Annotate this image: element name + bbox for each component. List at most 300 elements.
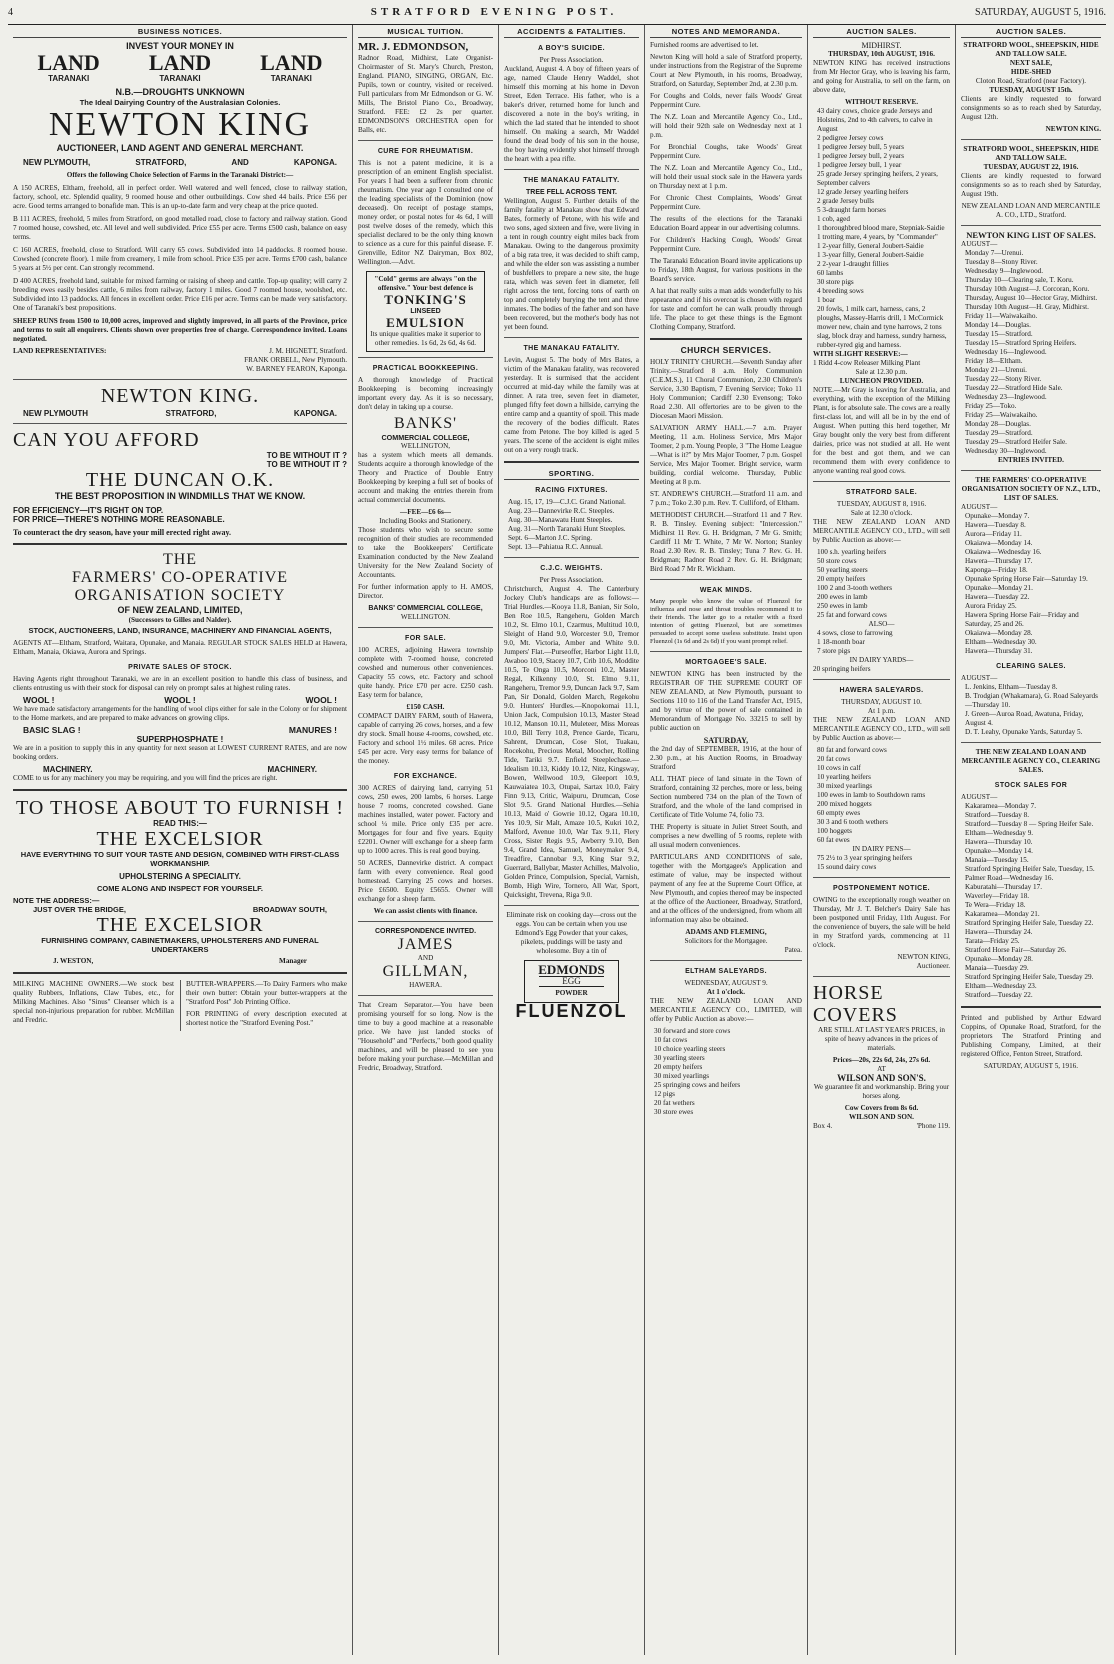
covers-title: COVERS — [813, 1004, 898, 1026]
gillman: GILLMAN, — [382, 963, 469, 980]
stock-item: 1 pedigree Jersey bull, 5 years — [817, 143, 905, 151]
edmondson-name: MR. J. EDMONDSON, — [358, 41, 469, 53]
sale-item: Opunake—Monday 14. — [965, 847, 1033, 855]
towns-row-2 — [23, 409, 337, 418]
wilson-title: WILSON AND SON'S. — [837, 1073, 926, 1083]
sale-item: Tarata—Friday 25. — [965, 937, 1020, 945]
over-bridge: JUST OVER THE BRIDGE, — [33, 905, 126, 914]
imprint-date: SATURDAY, AUGUST 5, 1916. — [983, 1062, 1079, 1070]
stock-item: 60 fat ewes — [817, 836, 850, 844]
edmondson-text: Radnor Road, Midhirst, Late Organist-Choirmaster of St. Mary's Church, Preston, England. PIANO, SINGING, ORGAN, Etc. Pupils, town or country, visited or received. Full particulars from Mr Edmondson or G. W. Mills, The Bristol Piano Co., Broadway, Stratford. FEE: £2 2s per quarter. EDMONDSON'S ORCHESTRA open for Balls, etc. — [358, 54, 493, 134]
clearing-heading: CLEARING SALES. — [996, 663, 1066, 670]
hawera-time: At 1 p.m. — [867, 707, 896, 715]
excelsior-title-2: THE EXCELSIOR — [96, 914, 264, 936]
sale-item: Manaia—Tuesday 29. — [965, 964, 1029, 972]
press-assoc: Per Press Association. — [539, 56, 604, 64]
stock-item: 1 pedigree Jersey bull, 2 years — [817, 152, 905, 160]
tonkings: TONKING'S — [384, 292, 467, 307]
sale-item: Hawera—Thursday 24. — [965, 928, 1033, 936]
sale-item: Friday 25—Waiwakaiho. — [965, 411, 1038, 419]
eltham-text: THE NEW ZEALAND LOAN AND MERCANTILE AGENCY CO., LIMITED, will offer by Public Auction as above:— — [650, 997, 802, 1023]
property: THE Property is situate in Juliet Street South, and comprises a new dwelling of 5 rooms, replete with all usual modern conveniences. — [650, 823, 802, 849]
stock-item: 60 empty ewes — [817, 809, 861, 817]
broadway-south: BROADWAY SOUTH, — [252, 905, 327, 914]
taranaki-row — [13, 74, 347, 83]
come-along: COME ALONG AND INSPECT FOR YOURSELF. — [97, 884, 263, 893]
droughts-line: N.B.—DROUGHTS UNKNOWN — [115, 87, 245, 97]
sheep-runs: SHEEP RUNS from 1500 to 10,000 acres, improved and slightly improved, in all parts of the Province, price and terms to suit all enquirers. Clients shown over properties free of charge. Correspondence invited. Loans negotiated. — [13, 317, 347, 343]
stock-item: 30 store pigs — [817, 278, 854, 286]
horse-title: HORSE — [813, 982, 884, 1004]
wool-sale-1: STRATFORD WOOL, SHEEPSKIN, HIDE AND TALLOW SALE. — [963, 41, 1099, 58]
hawera-yards-heading: HAWERA SALEYARDS. — [839, 687, 924, 694]
newton-king-title: NEWTON KING — [48, 106, 312, 143]
sale-item: Monday 28—Douglas. — [965, 420, 1031, 428]
reps-names — [244, 347, 347, 374]
land-word: LAND — [260, 50, 323, 75]
town: NEW PLYMOUTH — [23, 409, 89, 418]
manakau-heading-2: THE MANAKAU FATALITY. — [523, 345, 620, 352]
contact-row — [813, 1122, 950, 1131]
springing-heifers: 20 springing heifers — [813, 665, 871, 673]
stock-item: 80 fat and forward cows — [817, 746, 887, 754]
newton-king-title-2: NEWTON KING. — [100, 385, 260, 407]
reps-label: LAND REPRESENTATIVES: — [13, 347, 107, 355]
at-word: AT — [877, 1065, 886, 1073]
weak-minds-heading: WEAK MINDS. — [699, 587, 753, 594]
for-sale-2: COMPACT DAIRY FARM, south of Hawera, capable of carrying 26 cows, horses, and a few dry stock. Small house 4-rooms, cowshed, etc. Factory and school 1½ miles. 68 acres. Price £45 per acre. Very easy terms for balance of the money. — [358, 712, 493, 765]
hide-shed: HIDE-SHED — [1010, 68, 1052, 76]
stock-item: 200 ewes in lamb — [817, 593, 868, 601]
salvation-army: SALVATION ARMY HALL.—7 a.m. Prayer Meeting, 11 a.m. Holiness Service, Mrs Major Toomer, 2 p.m. Young People, 3 "The Home League—What is it?" by Mrs Major Toomer, 7 p.m. Gospel Service, Mrs Major Toomer. Bright service, warm building, cordial welcome. Thursday, Public Meeting at 8 p.m. — [650, 424, 802, 486]
sale-item: Thursday 10th August—J. Corcoran, Koru. — [965, 285, 1090, 293]
eliminate-text: Eliminate risk on cooking day—cross out the eggs. You can be certain when you use Edmond's Egg Powder that your cakes, pikelets, puddings will be tasty and wholesome. Buy a tin of — [506, 911, 637, 955]
stock-item: 2 grade Jersey bulls — [817, 197, 874, 205]
church-heading: CHURCH SERVICES. — [680, 345, 772, 355]
racing-item: Sept. 13—Pahiatua R.C. Annual. — [508, 543, 603, 551]
nz-clearing-heading: THE NEW ZEALAND LOAN AND MERCANTILE AGENCY CO., CLEARING SALES. — [961, 748, 1101, 774]
note-item: The N.Z. Loan and Mercantile Agency Co., Ltd., will hold their 92th sale on Wednesday next at 1 p.m. — [650, 113, 802, 139]
midhirst-list — [813, 107, 950, 350]
banks-text: has a system which meets all demands. Students acquire a thorough knowledge of the Theory and Practice of Double Entry Bookkeeping by keeping a full set of books of account and making the entries therein from actual commercial documents. — [358, 451, 493, 504]
also: ALSO— — [868, 620, 895, 628]
sale-item: Stratford Springing Heifer Sale, Tuesday 22. — [965, 919, 1094, 927]
cjc-heading: C.J.C. WEIGHTS. — [540, 565, 603, 572]
fluenzol: FLUENZOL — [515, 1001, 628, 1021]
best-proposition: THE BEST PROPOSITION IN WINDMILLS THAT WE KNOW. — [54, 491, 306, 501]
wool-word: WOOL ! — [23, 695, 55, 705]
nk-sales-list — [961, 249, 1101, 456]
printing-notice: FOR PRINTING of every description executed at shortest notice the "Stratford Evening Post." — [186, 1010, 347, 1027]
taranaki-word: TARANAKI — [159, 74, 201, 83]
stock-item: 1 18-month boar — [817, 638, 865, 646]
sale-item: Opunake—Monday 21. — [965, 584, 1033, 592]
manager-label: Manager — [279, 957, 307, 965]
sale-item: Hawera Spring Horse Fair—Friday and Saturday, 25 and 26. — [965, 611, 1079, 628]
sale-item: Opunake Spring Horse Fair—Saturday 19. — [965, 575, 1088, 583]
stock-item: 12 pigs — [654, 1090, 675, 1098]
town: KAPONGA. — [293, 158, 337, 167]
stock-item: 200 mixed hoggets — [817, 800, 872, 808]
superphosphate: SUPERPHOSPHATE ! — [136, 734, 224, 744]
stock-item: 20 fowls, 1 milk cart, harness, cans, 2 ploughs, Massey-Harris drill, 1 McCormick mower new, chain and tyne harrows, 2 tons slag, block dray and harness, sundry harness, rubber-tyred gig and harness. — [817, 305, 947, 349]
edmonds: EDMONDS — [538, 962, 605, 977]
sale-item: Hawera—Thursday 31. — [965, 647, 1033, 655]
stock-item: 1 pedigree Jersey bull, 1 year — [817, 161, 902, 169]
exchange-heading: FOR EXCHANCE. — [393, 773, 458, 780]
midhirst-date: THURSDAY, 10th AUGUST, 1916. — [828, 50, 935, 58]
town: KAPONGA. — [293, 409, 337, 418]
edmonds-logo — [524, 960, 619, 1003]
sale-item: Kakaramea—Monday 21. — [965, 910, 1040, 918]
sale-item: Stratford—Tuesday 8 — Spring Heifer Sale. — [965, 820, 1094, 828]
sale-item: Tuesday 22—Stratford Hide Sale. — [965, 384, 1063, 392]
including: Including Books and Stationery. — [379, 517, 472, 525]
note-item: The Taranaki Education Board invite applications up to Friday, 18th August, for various positions in the Board's service. — [650, 257, 802, 283]
tuesday-1: TUESDAY, AUGUST 15th. — [989, 86, 1073, 94]
sale-item: Friday 11—Waiwakaiho. — [965, 312, 1038, 320]
hawera: HAWERA. — [409, 981, 442, 989]
stock-item: 25 springing cows and heifers — [654, 1081, 741, 1089]
stock-agents: STOCK, AUCTIONEERS, LAND, INSURANCE, MACHINERY AND FINANCIAL AGENTS, — [28, 626, 332, 635]
town: NEW PLYMOUTH, — [23, 158, 91, 167]
wool-row — [23, 696, 337, 705]
manures-text: We are in a position to supply this in any quantity for next season at LOWEST CURRENT RATES, and are now booking orders. — [13, 744, 347, 761]
stock-item: 100 hoggets — [817, 827, 852, 835]
fee: —FEE—£6 6s— — [400, 508, 451, 516]
excelsior-title: THE EXCELSIOR — [96, 828, 264, 850]
august-label: AUGUST— — [961, 240, 998, 248]
stock-item: 5 3-draught farm horses — [817, 206, 886, 214]
auctioneer-line: AUCTIONEER, LAND AGENT AND GENERAL MERCHANT. — [56, 143, 304, 153]
exchange-2: 50 ACRES, Dannevirke district. A compact farm with every convenience. Real good homestead. Carrying 25 cows and horses. Price £6500. Equity £5655. Owner will exchange for a sheep farm. — [358, 859, 493, 903]
auctioneer-sig: Auctioneer. — [916, 962, 950, 970]
sale-item: Tuesday 29—Stratford. — [965, 429, 1033, 437]
eltham-time: At 1 o'clock. — [706, 988, 746, 996]
tuesday-2: TUESDAY, AUGUST 22, 1916. — [983, 163, 1079, 171]
taranaki-word: TARANAKI — [270, 74, 312, 83]
sale-item: Tuesday 8—Stony River. — [965, 258, 1038, 266]
the-word: THE — [162, 551, 198, 568]
stratford-time: Sale at 12.30 o'clock. — [850, 509, 913, 517]
note-item: The N.Z. Loan and Mercantile Agency Co., Ltd., will hold their usual stock sale in the Hawera yards on Thursday next at 1 p.m. — [650, 164, 802, 190]
representatives — [13, 347, 347, 374]
manakau-heading: THE MANAKAU FATALITY. — [523, 177, 620, 184]
farm-list — [13, 184, 347, 313]
price-line: FOR PRICE—THERE'S NOTHING MORE REASONABLE. — [13, 515, 225, 524]
emulsion: EMULSION — [386, 315, 465, 330]
box-number: Box 4. — [813, 1122, 833, 1130]
eltham-date: WEDNESDAY, AUGUST 9. — [684, 979, 768, 987]
mortgagee-text: NEWTON KING has been instructed by the REGISTRAR OF THE SUPREME COURT OF NEW ZEALAND, at New Plymouth, pursuant to Sections 110 to 116 of the Land Transfer Act, 1915, and by virtue of the power of sale contained in Memorandum of Mortgage No. 33215 to sell by public auction on — [650, 670, 802, 732]
afford-heading: CAN YOU AFFORD — [13, 429, 200, 451]
manager-row — [53, 957, 307, 966]
machinery-word: MACHINERY. — [267, 765, 317, 774]
column-business-notices — [8, 25, 353, 1655]
note-item: A hat that really suits a man adds wonderfully to his appearance and if his overcoat is chosen with regard for taste and comfort he can walk proudly through life. The place to get these things is the Egmont Clothing Company, Stratford. — [650, 287, 802, 331]
stratford-date: TUESDAY, AUGUST 8, 1916. — [836, 500, 927, 508]
farm-listing: C 160 ACRES, freehold, close to Stratford. Will carry 65 cows. Subdivided into 14 paddocks. 8 roomed house. Cowshed (concrete floor). 1 mile from creamery, 1 mile from school. Price £35 per acre. Terms £700 cash, balance 5 years at 5½ per cent. Can strongly recommend. — [13, 246, 347, 272]
manakau-text-2: Levin, August 5. The body of Mrs Bates, a victim of the Manakau fatality, was recovered yesterday. It is surmised that the accident occurred at mid-day while the family was at dinner. A rata tree, seven feet in diameter, plunged fifty feet down a hillside, carrying the entire camp and a quantity of spoil. This made the recovery of the bodies difficult. Rates came from Petone. The boy killed is aged 5 years. The scene of the accident is eight miles out on a very rough track. — [504, 356, 639, 454]
sale-item: Opunake—Monday 28. — [965, 955, 1033, 963]
column-auction-sales-2 — [956, 25, 1106, 1655]
sale-item: Hawera—Thursday 10. — [965, 838, 1033, 846]
stock-item: 1 3-year filly, General Joubert-Saidie — [817, 251, 924, 259]
farm-listing: D 400 ACRES, freehold land, suitable for mixed farming or raising of sheep and cattle. Top-up quality; will carry 2 breeding ewes easily besides cattle, 6 miles from railway, factory 1 miles. Good 7 roomed house, woolshed, etc. Subdivided into 13 paddocks. All fences in excellent order. Price £16 per acre. Terms can be made very satisfactory. One of Taranaki's best propositions. — [13, 277, 347, 312]
farmers-coop-title: FARMERS' CO-OPERATIVE ORGANISATION SOCIETY — [71, 569, 289, 604]
sale-item: Waverley—Friday 18. — [965, 892, 1030, 900]
stock-item: 20 fat cows — [817, 755, 851, 763]
sale-item: Eltham—Wednesday 9. — [965, 829, 1034, 837]
manakau-text: Wellington, August 5. Further details of the family fatality at Manakau show that Edward Bates, formerly of Petone, with his wife and two sons, aged sixteen and five, were living in a tent in rough country eight miles back from Manakau. Owing to the dangerous proximity of a big rata tree, it was decided to shift camp, and while the elder son was assisting a number of bushfellers to prepare a new site, the huge rata, which was seven feet in diameter, fell right across the tent, forcing tons of earth on top and completely burying the tent and three inmates. The bodies of the father and son have been recovered, but the mother's body has not yet been found. — [504, 197, 639, 331]
sale-item: Tuesday 29—Stratford Heifer Sale. — [965, 438, 1067, 446]
section-header: AUCTION SALES. — [813, 27, 950, 38]
correspondence: CORRESPONDENCE INVITED. — [374, 928, 477, 935]
august-label: AUGUST— — [961, 503, 998, 511]
masthead — [8, 6, 1106, 25]
farmers-sales-list — [961, 512, 1101, 656]
sale-item: Okaiawa—Wednesday 16. — [965, 548, 1042, 556]
press-assoc-2: Per Press Association. — [539, 576, 604, 584]
land-row — [13, 52, 347, 74]
clients-2: Clients are kindly requested to forward consignments so as to reach shed by Saturday, August 19th. — [961, 172, 1101, 198]
efficiency-line: FOR EFFICIENCY—IT'S RIGHT ON TOP. — [13, 506, 164, 515]
banks-title: BANKS' — [393, 415, 458, 432]
sale-item: Hawera—Tuesday 8. — [965, 521, 1026, 529]
note-item: For Coughs and Colds, never fails Woods' Great Peppermint Cure. — [650, 92, 802, 109]
postponement-text: OWING to the exceptionally rough weather on Thursday, Mr J. T. Belcher's Dairy Sale has been postponed until Friday, 11th August. For the convenience of buyers, the sale will be held in my Stratford yards, commencing at 11 o'clock. — [813, 896, 950, 949]
butter-notice: BUTTER-WRAPPERS.—To Dairy Farmers who make their own butter: Obtain your butter-wrappers at the "Stratford Post" Job Printing Office. — [186, 980, 347, 1006]
stock-item: 10 fat cows — [654, 1036, 688, 1044]
stock-item: 30 yearling steers — [654, 1054, 705, 1062]
sale-item: Stratford—Tuesday 22. — [965, 991, 1033, 999]
methodist: METHODIST CHURCH.—Stratford 11 and 7 Rev. R. B. Tinsley. Evening subject: "Intercession." Midhirst 11 Rev. G. H. Bridgman, 7 Mr G. Smith; Cardiff 11 Mr T. White, 7 Mr W. Norton; Stanley Road 2.30 Rev. R. B. Tinsley; Tuna 7 Rev. G. H. Bridgman; Radnor Road 2 Rev. G. H. Bridgman; Bird Road 7 Mr R. Wickham. — [650, 511, 802, 573]
nk-list-heading: NEWTON KING LIST OF SALES. — [966, 230, 1096, 240]
sale-time: Sale at 12.30 p.m. — [855, 368, 908, 376]
sporting-header: SPORTING. — [504, 469, 639, 480]
stock-sales-list — [961, 802, 1101, 1000]
wellington: WELLINGTON, — [400, 442, 451, 450]
stock-item: 50 store cows — [817, 557, 857, 565]
wool-text: We have made satisfactory arrangements for the handling of wool clips either for sale in the Colony or for shipment to the Home markets, and are prepared to make advances on growing clips. — [13, 705, 347, 722]
sale-item: Friday 18—Eltham. — [965, 357, 1023, 365]
sale-item: Monday 7—Urenui. — [965, 249, 1024, 257]
note-item: For Chronic Chest Complaints, Woods' Great Peppermint Cure. — [650, 194, 802, 211]
stock-item: 25 fat and forward cows — [817, 611, 887, 619]
racing-heading: RACING FIXTURES. — [535, 487, 608, 494]
sale-item: Eltham—Wednesday 30. — [965, 638, 1037, 646]
powder: POWDER — [555, 989, 588, 997]
stock-item: 25 grade Jersey springing heifers, 2 years, September calvers — [817, 170, 938, 187]
column-auction-sales — [808, 25, 956, 1655]
next-sale: NEXT SALE, — [1009, 59, 1053, 67]
cure-text: This is not a patent medicine, it is a prescription of an eminent English specialist. For years I had been a sufferer from chronic rheumatism. One year ago I consulted one of the leading specialists of the Dominion (now deceased). On receipt of postage stamps, money order, or postal notes for 4s 6d, I will post twelve doses of the remedy, which this specialist declared to be the only thing known to science as a cure for this painful disease. F. Grenville, Editor NZ Dairyman, Box 802, Wellington.—Advt. — [358, 159, 493, 266]
stock-item: 1 thoroughbred blood mare, Stepniak-Saidie — [817, 224, 945, 232]
wool-word: WOOL ! — [305, 695, 337, 705]
phone-number: 'Phone 119. — [916, 1122, 950, 1130]
sale-item: Monday 14—Douglas. — [965, 321, 1031, 329]
st-andrews: ST. ANDREW'S CHURCH.—Stratford 11 a.m. and 7 p.m.; Toko 2.30 p.m. Rev. T. Culliford, of Eltham. — [650, 490, 802, 507]
note-address: NOTE THE ADDRESS:— — [13, 896, 100, 905]
also-list — [813, 629, 950, 656]
stock-item: 12 grade Jersey yearling heifers — [817, 188, 909, 196]
sale-item: J. Green—Auroa Road, Awatuna, Friday, August 4. — [965, 710, 1084, 727]
adams-fleming: ADAMS AND FLEMING, — [685, 928, 767, 936]
towns-row — [23, 158, 337, 167]
machinery-text: COME to us for any machinery you may be requiring, and you will find the prices are right. — [13, 774, 278, 782]
stock-item: 100 ewes in lamb to Southdown rams — [817, 791, 926, 799]
cloton-road: Cloton Road, Stratford (near Factory). — [975, 77, 1087, 85]
exchange-1: 300 ACRES of dairying land, carrying 51 cows, 250 ewes, 200 lambs, 6 horses. Large house 7 rooms, concreted cowshed. Gane machines installed, water power. Factory and school ¼ mile. Price only £35 per acre. Mortgages for four and five years. Equity £2201. Owner will exchange for a sheep farm up to 1000 acres. This is real good buying. — [358, 784, 493, 855]
james: JAMES — [397, 936, 454, 953]
sale-item: Monday 21—Urenui. — [965, 366, 1027, 374]
stock-item: 10 cows in calf — [817, 764, 861, 772]
with-slight-reserve: WITH SLIGHT RESERVE:— — [813, 350, 908, 358]
farm-listing: A 150 ACRES, Eltham, freehold, all in perfect order. Well watered and well fenced, close to railway station, factory, school, etc. Splendid quality, 9 roomed house and other outbuildings. Cow shed 44 bails. Price £56 per acre. Good terms arranged to bonafide man. This is an up-to-date farm and very cheap at the price quoted. — [13, 184, 347, 210]
stock-item: 15 sound dairy cows — [817, 863, 877, 871]
nzloan-text-2: THE NEW ZEALAND LOAN AND MERCANTILE AGENCY CO., LTD., will sell by Public Auction as above:— — [813, 716, 950, 742]
particulars: PARTICULARS AND CONDITIONS of sale, together with the Mortgagee's Application and estimate of value, may be inspected without payment of any fee at the Supreme Court Office, at New Plymouth, and copies thereof may be inspected at the office of the Auctioneer, Broadway, Stratford, and at the offices of the undersigned, from whom all information may also be obtained. — [650, 853, 802, 924]
note-item: Newton King will hold a sale of Stratford property, under instructions from the Registrar of the Supreme Court at New Plymouth, in his rooms, Broadway, Stratford, on Saturday, September 2nd, at 2.30 p.m. — [650, 53, 802, 88]
address-row — [33, 905, 327, 914]
stock-item: 20 fat wethers — [654, 1099, 695, 1107]
upholstering: UPHOLSTERING A SPECIALITY. — [119, 872, 241, 881]
for-sale-1: 100 ACRES, adjoining Hawera township complete with 7-roomed house, concreted cowshed and numerous other conveniences. Capacity 55 cows, etc. Factory and school quite handy. Price £70 per acre. £250 cash. Easy term for balance, — [358, 646, 493, 699]
agents-text: AGENTS AT—Eltham, Stratford, Waitara, Opunake, and Manaia. REGULAR STOCK SALES HELD at Hawera, Eltham, Manaia, Okiawa, Aurora and Springs. — [13, 639, 347, 656]
entries-invited: ENTRIES INVITED. — [998, 456, 1064, 464]
newton-king-sig: NEWTON KING, — [897, 953, 950, 961]
stock-item: 30 store ewes — [654, 1108, 694, 1116]
issue-date: SATURDAY, AUGUST 5, 1916. — [975, 7, 1106, 18]
sale-item: Hawera—Tuesday 22. — [965, 593, 1030, 601]
sale-item: L. Jenkins, Eltham—Tuesday 8. — [965, 683, 1058, 691]
imprint: Printed and published by Arthur Edward Coppins, of Opunake Road, Stratford, for the proprietors The Stratford Printing and Publishing Company, Limited, at their registered Office, Fenton Street, Stratford. — [961, 1014, 1101, 1058]
rep-name: W. BARNEY FEARON, Kaponga. — [246, 365, 347, 373]
stock-item: 20 empty heifers — [817, 575, 866, 583]
invest-heading: INVEST YOUR MONEY IN — [126, 41, 234, 51]
sale-item: Te Wera—Friday 18. — [965, 901, 1026, 909]
paper-title: STRATFORD EVENING POST. — [370, 6, 618, 18]
sale-item: Stratford Springing Heifer Sale, Tuesday 29. — [965, 973, 1094, 981]
successors: (Successors to Gilles and Nalder). — [128, 616, 232, 624]
milking-notice: MILKING MACHINE OWNERS.—We stock best quality Rubbers, Inflations, Claw Tubes, etc., for Milking Machines. Also "Sinus" Cleanser which is a special non-injurious preparation for rubber. McMillan and Fredric. — [13, 980, 174, 1024]
offers-line: Offers the following Choice Selection of Farms in the Taranaki District:— — [66, 171, 294, 179]
sale-item: Kakaramea—Monday 7. — [965, 802, 1037, 810]
sale-item: Kaponga—Friday 18. — [965, 566, 1028, 574]
machinery-word: MACHINERY. — [43, 765, 93, 774]
midhirst: MIDHIRST. — [861, 41, 902, 50]
all-that: ALL THAT piece of land situate in the Town of Stratford, containing 32 perches, more or less, being Section numbered 734 on the plan of the Town of Stratford, and the whole of the land comprised in Certificate of Title Volume 74, folio 73. — [650, 775, 802, 819]
saturday: SATURDAY, — [703, 736, 749, 745]
columns — [8, 25, 1106, 1655]
luncheon: LUNCHEON PROVIDED. — [839, 377, 924, 385]
note-item: The results of the elections for the Taranaki Education Board appear in our advertising columns. — [650, 215, 802, 232]
furnishing-company: FURNISHING COMPANY, CABINETMAKERS, UPHOLSTERERS AND FUNERAL UNDERTAKERS — [41, 936, 319, 954]
in-dairy-pens: IN DAIRY PENS— — [852, 845, 911, 853]
those-students: Those students who wish to secure some recognition of their studies are recommended to take the Bookkeepers' Certificate Examination conducted by the New Zealand University for the New Zealand Society of Accountants. — [358, 526, 493, 579]
cash-150: £150 CASH. — [406, 703, 445, 711]
mortgagee-heading: MORTGAGEE'S SALE. — [685, 659, 767, 666]
stock-item: 250 ewes in lamb — [817, 602, 868, 610]
stock-item: 100 s.h. yearling heifers — [817, 548, 887, 556]
private-sales-heading: PRIVATE SALES OF STOCK. — [128, 664, 232, 671]
without-line: TO BE WITHOUT IT ? — [266, 451, 347, 460]
for-sale-heading: FOR SALE. — [405, 635, 446, 642]
postponement-heading: POSTPONEMENT NOTICE. — [832, 885, 931, 892]
note-item: For Bronchial Coughs, take Woods' Great Peppermint Cure. — [650, 143, 802, 160]
duncan-heading: THE DUNCAN O.K. — [85, 469, 275, 491]
section-header: AUCTION SALES. — [961, 27, 1101, 38]
without-reserve: WITHOUT RESERVE. — [844, 98, 919, 106]
stock-item: 1 boar — [817, 296, 836, 304]
nzloan-text: THE NEW ZEALAND LOAN AND MERCANTILE AGENCY CO., LTD., will sell by Public Auction as above:— — [813, 518, 950, 544]
egg: EGG — [539, 976, 604, 987]
newton-instructions: NEWTON KING has received instructions from Mr Hector Gray, who is leaving his farm, and going for Australia, to sell on the farm, on above date, — [813, 59, 950, 94]
stock-item: 100 2 and 3-tooth wethers — [817, 584, 893, 592]
sale-item: Stratford Horse Fair—Saturday 26. — [965, 946, 1067, 954]
eltham-heading: ELTHAM SALEYARDS. — [685, 968, 767, 975]
stock-item: 4 sows, close to farrowing — [817, 629, 893, 637]
gray-note: NOTE.—Mr Gray is leaving for Australia, and everything, with the exception of the Milking Plant, is for absolute sale. The cows are a really first-class lot, and will all be in by the end of August. When putting this herd together, Mr Gray bought only the very best from different dairies, price was not studied at all. He went for the best and got them, and we can recommend them with every confidence to anyone wanting real good cows. — [813, 386, 950, 475]
sale-item: Manaia—Tuesday 15. — [965, 856, 1029, 864]
taranaki-word: TARANAKI — [48, 74, 90, 83]
bookkeeping-text: A thorough knowledge of Practical Bookkeeping is becoming increasingly important every day. As it is so necessary, don't delay in taking up a course. — [358, 376, 493, 411]
sale-item: Aurora Friday 25. — [965, 602, 1017, 610]
counteract-line: To counteract the dry season, have your mill erected right away. — [13, 528, 232, 537]
colds-text: "Cold" germs are always "on the offensive." Your best defence is — [374, 275, 477, 292]
sale-item: Eltham—Wednesday 23. — [965, 982, 1037, 990]
cjc-text: Christchurch, August 4. The Canterbury Jockey Club's handicaps are as follows:— Trial Hurdles.—Kooya 11.8, Banian, Sir Solo, Ben Roe 10.5, Rangeheru, Golden March 10.2, St. Elmo 10.1, Czarmus, Multitud 10.0, Sleight of Hand 9.0, Worcester 9.0, Tremor 9.0, Mt. Victoria, Amber and White 9.0. Jumpers' Flat.—Purseoffer, Harbor Light 11.0, Awaboo 10.9, Stacey 10.7, Crib 10.6, Moddite 10.5, Te Onga 10.5, Morconi 10.2, Master Regal, Kilkenny 10.0, St. Elmo 9.11, Rangeheru, Tremor 9.9, Duncan Jack 9.7, Sam Pan, Sir Donald, Golden March, Regekohu 9.0. Hunters' Hurdles.—Knopokomai 11.1, Union Jack, Compulsion 10.13, Master Stead 10.12, Manson 10.11, Muleteer, Miss Moreas 10.0, Bill Terry 10.8, Prence Garde, Ticaru, Sahrent, Drumcan, Cose Slot, Tuakau, Rocekohu, Precious Metal, Moocher, Rolling Tide, Tariki 9.7. Enfield Steeplechase.—Idealism 10.13, Kiddy 10.12, Nitz, Kingsway, Bowen, Wellwood 10.9, Gleeport 10.9, Kauwaiatea 10.3, Otupai, Sartax 10.0, Fairy Finn 9.13, Critic, Waipuru, Drumcan, Cose Slot 9.5. Grand National Hurdles.—Sehia 10.13, Maid o' Gowrie 10.12, Ogara 10.10, Yes 10.9, Sir Malt, Amaze 10.5, Kukri 10.2, Malford, Avenue 10.0, War Tax 9.11, Flery Cross, Sister Regis 9.5, Awberry 9.10, Ben 9.4, Grand Idea, Samuel, Moneymaker 9.4, Treadfire, Cannobar 9.3, King Star 9.2, Guerrard, Ballybar, Master Achilles, Malvolio, Golden Prince, Compulsion, Special, Varnish, Bomb, High Wire, Tornero, All War, Sport, Quicksight, Trevena, Riga 9.0. — [504, 585, 639, 899]
sale-item: Thursday 10—Clearing sale, T. Koru. — [965, 276, 1074, 284]
column-notes — [645, 25, 808, 1655]
banks-college-2: BANKS' COMMERCIAL COLLEGE, — [368, 605, 483, 612]
page-number: 4 — [8, 7, 13, 18]
furnish-heading: TO THOSE ABOUT TO FURNISH ! — [16, 797, 344, 819]
stratford-sale-heading: STRATFORD SALE. — [845, 489, 918, 496]
column-accidents — [499, 25, 645, 1655]
stock-item: 4 breeding sows — [817, 287, 864, 295]
cream-separator: That Cream Separator.—You have been promising yourself for so long. Now is the time to buy a good machine at a reasonable price. We have just landed stocks of "Household" and "Perfects," both good quality machines, and will be pleased to see you before making your purchase.—McMillan and Fredric, Broadway, Stratford. — [358, 1001, 493, 1072]
stock-item: 1 trotting mare, 4 years, by "Commander" — [817, 233, 938, 241]
section-header: BUSINESS NOTICES. — [13, 27, 347, 38]
land-word: LAND — [37, 50, 100, 75]
racing-item: Aug. 30—Manawatu Hunt Steeples. — [508, 516, 613, 524]
bottom-notices — [13, 980, 347, 1031]
covers-text: ARE STILL AT LAST YEAR'S PRICES, in spite of heavy advances in the prices of materials. — [818, 1026, 945, 1052]
note-item: Furnished rooms are advertised to let. — [650, 41, 759, 49]
sale-item: Wednesday 23—Inglewood. — [965, 393, 1047, 401]
colds-text-2: Its unique qualities make it superior to other remedies. 1s 6d, 2s 6d, 4s 6d. — [370, 330, 481, 347]
sale-item: Palmer Road—Wednesday 16. — [965, 874, 1054, 882]
assist-finance: We can assist clients with finance. — [373, 907, 478, 915]
racing-item: Sept. 6—Marton J.C. Spring. — [508, 534, 593, 542]
town: AND — [231, 158, 249, 167]
nzloan-stratford: NEW ZEALAND LOAN AND MERCANTILE A. CO., LTD., Stratford. — [961, 202, 1101, 219]
clients-1: Clients are kindly requested to forward consignments so as to reach shed by Saturday, August 12th. — [961, 95, 1101, 121]
private-sales-text: Having Agents right throughout Taranaki, we are in an excellent position to handle this class of business, and clients entrusting us with their stock for disposal can rely on prompt sales at highest ruling rates. — [13, 675, 347, 692]
sept-date: the 2nd day of SEPTEMBER, 1916, at the hour of 2.30 p.m., at his Auction Rooms, in Broadway Stratford — [650, 745, 802, 771]
land-word: LAND — [148, 50, 212, 75]
farm-listing: B 111 ACRES, freehold, 5 miles from Stratford, on good metalled road, close to factory and railway station. Good 7 roomed house, cowshed, etc. All level and well subdivided. Price £55 per acre. Terms £500 cash, balance on easy terms. — [13, 215, 347, 241]
eltham-list — [650, 1027, 802, 1117]
pens-list — [813, 854, 950, 872]
sale-item: Tuesday 15—Stratford Spring Heifers. — [965, 339, 1077, 347]
solicitors: Solicitors for the Mortgagee. — [684, 937, 768, 945]
stock-item: 50 yearling steers — [817, 566, 868, 574]
stock-item: 2 pedigree Jersey cows — [817, 134, 884, 142]
holy-trinity: HOLY TRINITY CHURCH.—Seventh Sunday after Trinity.—Stratford 8 a.m. Holy Communion (C.E.M.S.), 11 Choral Communion, 2.30 Children's Service, 3.30 Baptism, 7 Evening Service; Toko 11 Holy Communion; Cardiff 2.30 Evensong; Toko Road 2.30. All offertories are to be given to the Diocesan Maori Mission. — [650, 358, 802, 420]
have-everything: HAVE EVERYTHING TO SUIT YOUR TASTE AND DESIGN, COMBINED WITH FIRST-CLASS WORKMANSHIP. — [20, 850, 340, 868]
